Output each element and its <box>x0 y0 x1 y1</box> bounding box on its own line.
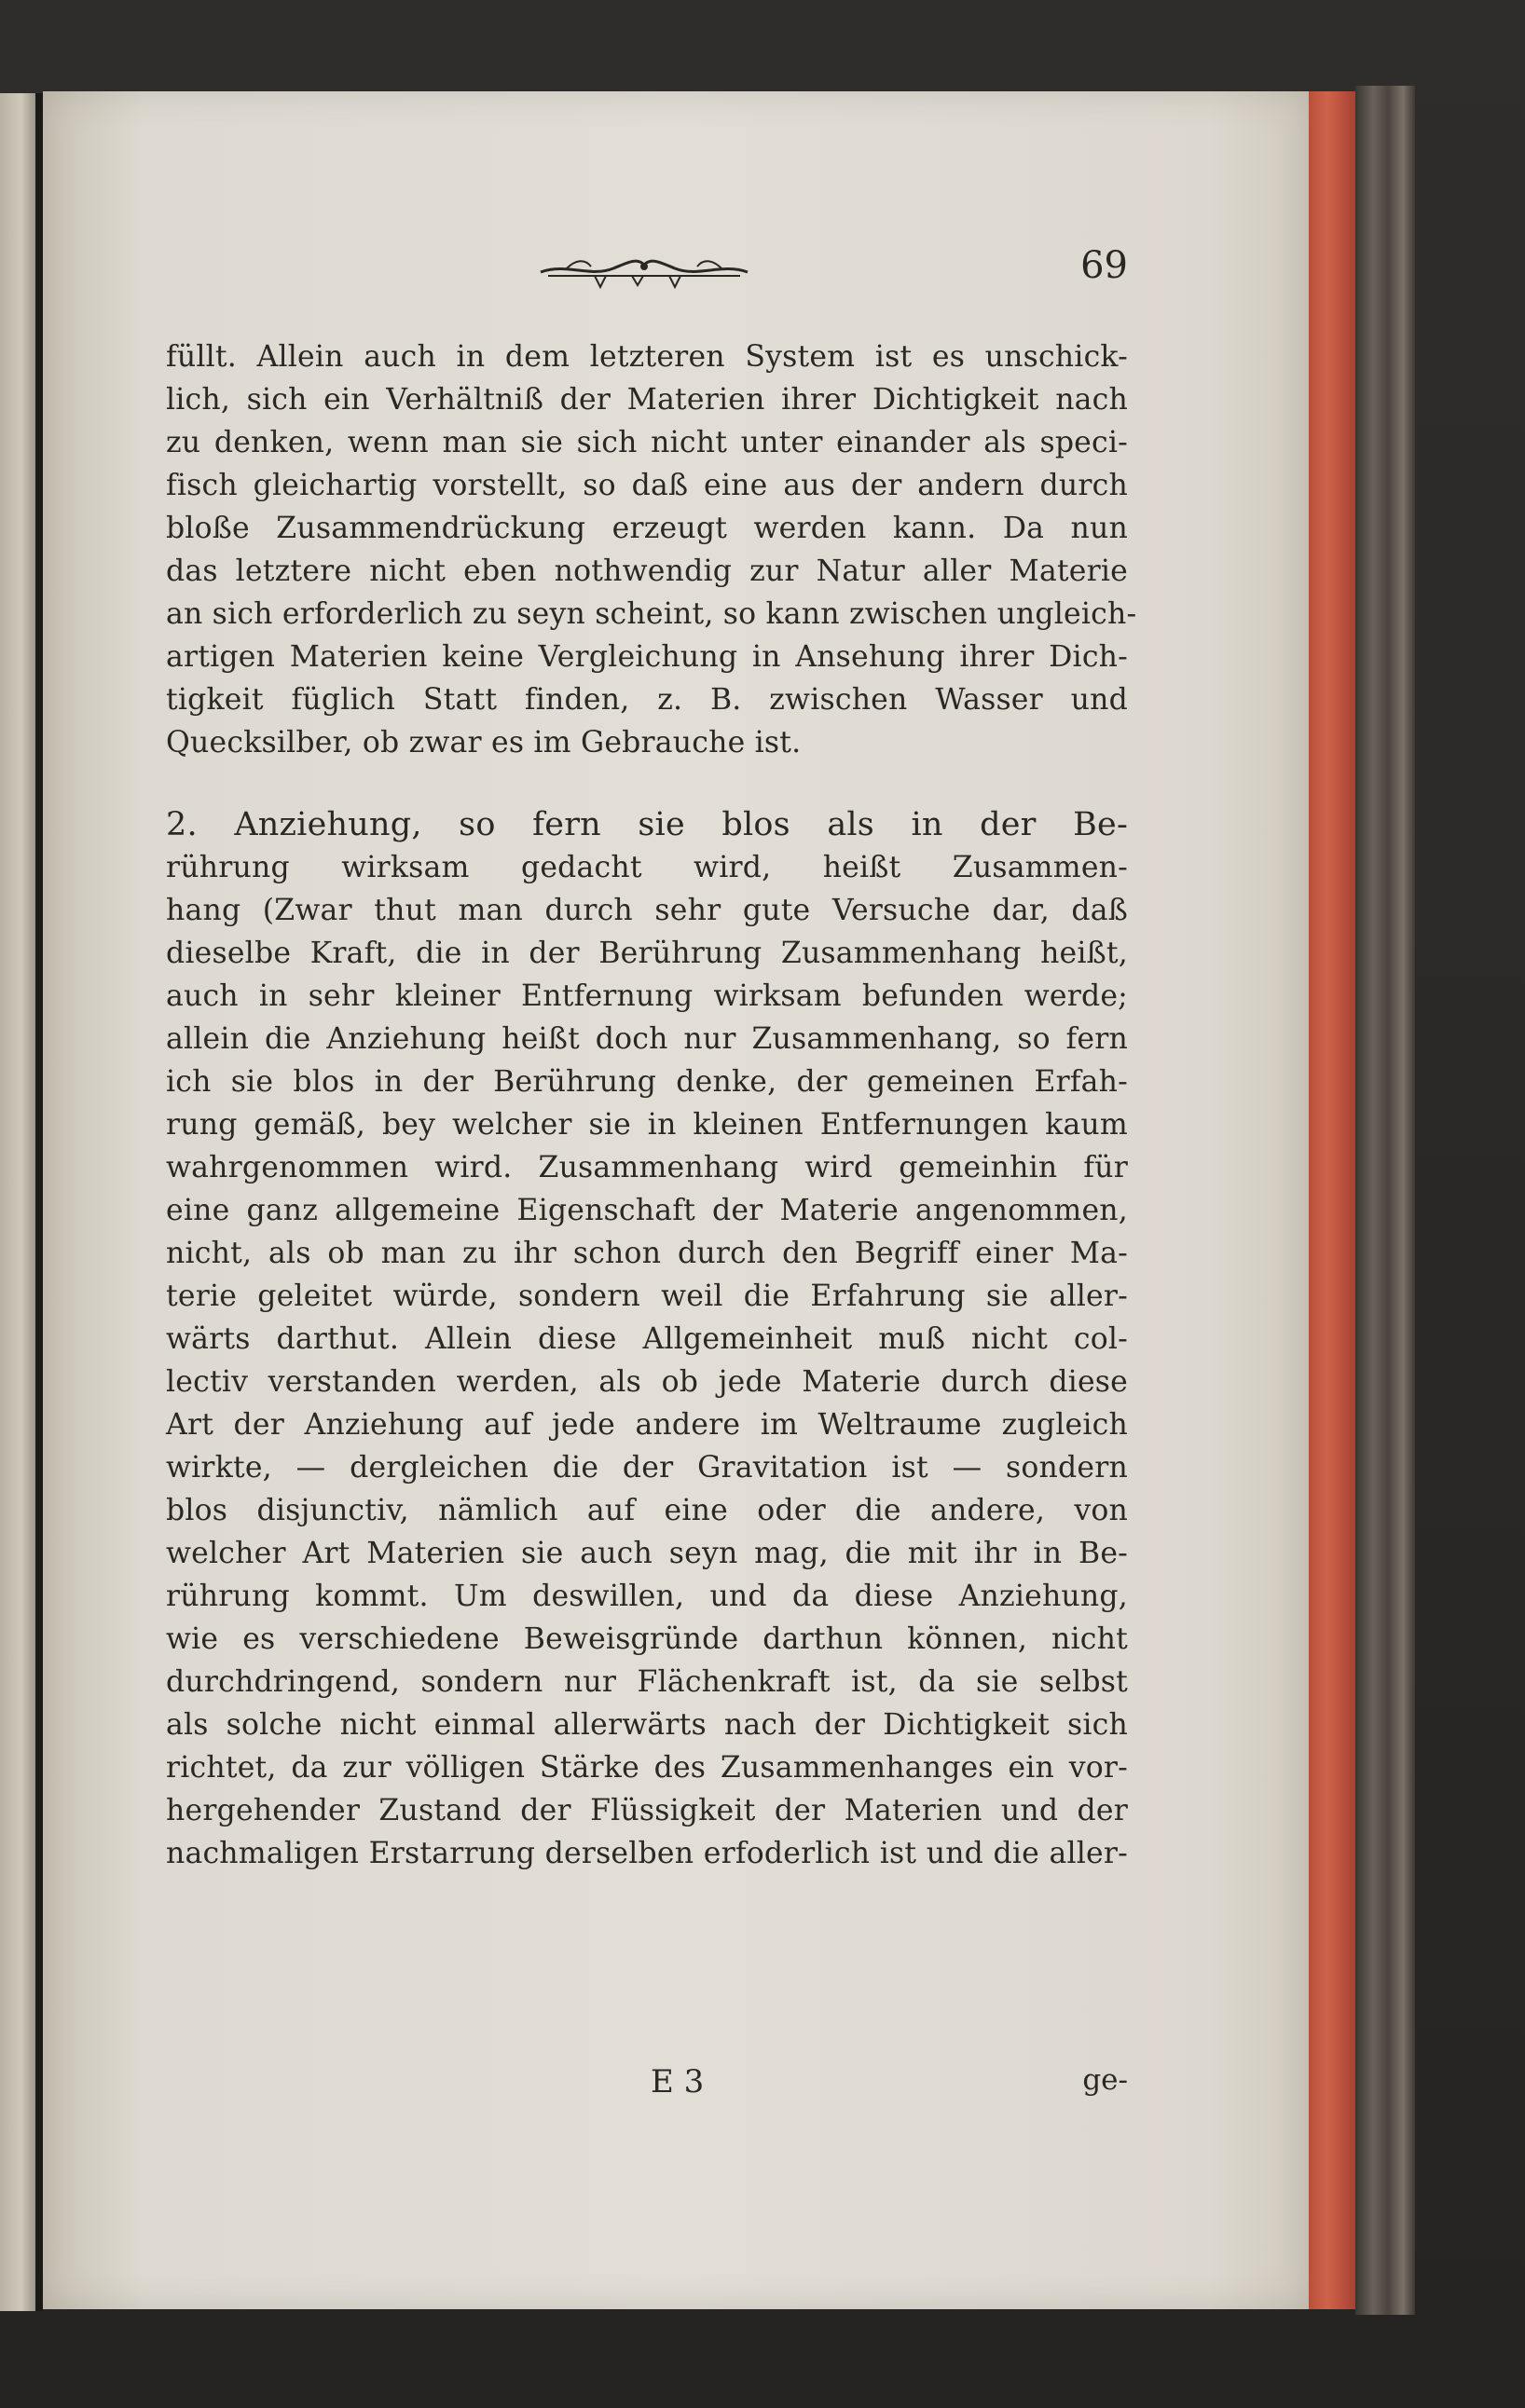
text-line: welcher Art Materien sie auch seyn mag, die mit ihr in Be- <box>166 1537 1128 1570</box>
text-line: rung gemäß, bey welcher sie in kleinen Entfernungen kaum <box>166 1108 1128 1142</box>
text-line: Art der Anziehung auf jede andere im Weltraume zugleich <box>166 1408 1128 1442</box>
text-line: allein die Anziehung heißt doch nur Zusammenhang, so fern <box>166 1022 1128 1056</box>
signature-mark: E 3 <box>651 2063 705 2100</box>
text-line: terie geleitet würde, sondern weil die Erfahrung sie aller- <box>166 1279 1128 1313</box>
text-line: als solche nicht einmal allerwärts nach der Dichtigkeit sich <box>166 1708 1128 1742</box>
paragraph-2 <box>166 803 1128 1875</box>
text-line: nachmaligen Erstarrung derselben erfoderlich ist und die aller- <box>166 1837 1128 1870</box>
text-line: 2. Anziehung, so fern sie blos als in der Be- <box>166 806 1128 843</box>
text-line: rührung wirksam gedacht wird, heißt Zusammen- <box>166 851 1128 884</box>
text-line: das letztere nicht eben nothwendig zur Natur aller Materie <box>166 554 1128 588</box>
page-footer <box>166 2063 1128 2110</box>
page-number: 69 <box>1080 244 1128 287</box>
paragraph-1 <box>166 335 1137 764</box>
page-header <box>166 244 1128 300</box>
text-line: lectiv verstanden werden, als ob jede Materie durch diese <box>166 1365 1128 1399</box>
text-line: durchdringend, sondern nur Flächenkraft ist, da sie selbst <box>166 1665 1128 1699</box>
text-line: nicht, als ob man zu ihr schon durch den Begriff einer Ma- <box>166 1237 1128 1270</box>
text-line: wie es verschiedene Beweisgründe darthun können, nicht <box>166 1622 1128 1656</box>
text-line: wärts darthut. Allein diese Allgemeinheit muß nicht col- <box>166 1322 1128 1356</box>
binding-gutter <box>35 93 43 2311</box>
text-line: zu denken, wenn man sie sich nicht unter einander als speci- <box>166 426 1128 459</box>
body-text <box>166 335 1137 1875</box>
text-line: richtet, da zur völligen Stärke des Zusammenhanges ein vor- <box>166 1751 1128 1785</box>
facing-page-edge <box>0 93 35 2311</box>
text-line: hergehender Zustand der Flüssigkeit der Materien und der <box>166 1794 1128 1827</box>
text-line: auch in sehr kleiner Entfernung wirksam befunden werde; <box>166 979 1128 1013</box>
text-line: ich sie blos in der Berührung denke, der gemeinen Erfah- <box>166 1065 1128 1099</box>
text-line: an sich erforderlich zu seyn scheint, so kann zwischen ungleich- <box>166 597 1137 631</box>
paragraph-spacer <box>166 764 1128 803</box>
text-line: hang (Zwar thut man durch sehr gute Versuche dar, daß <box>166 894 1128 927</box>
text-line: dieselbe Kraft, die in der Berührung Zusammenhang heißt, <box>166 937 1128 970</box>
text-line: artigen Materien keine Vergleichung in Ansehung ihrer Dich- <box>166 640 1128 674</box>
text-line: eine ganz allgemeine Eigenschaft der Materie angenommen, <box>166 1194 1128 1227</box>
text-line: lich, sich ein Verhältniß der Materien ihrer Dichtigkeit nach <box>166 383 1128 417</box>
text-line: wahrgenommen wird. Zusammenhang wird gemeinhin für <box>166 1151 1128 1184</box>
text-line: Quecksilber, ob zwar es im Gebrauche ist. <box>166 726 802 759</box>
text-line: blos disjunctiv, nämlich auf eine oder die andere, von <box>166 1494 1128 1527</box>
header-ornament-icon <box>539 250 749 291</box>
text-line: fisch gleichartig vorstellt, so daß eine aus der andern durch <box>166 469 1128 502</box>
text-line: rührung kommt. Um deswillen, und da diese Anziehung, <box>166 1580 1128 1613</box>
text-line: bloße Zusammendrückung erzeugt werden kann. Da nun <box>166 512 1128 545</box>
text-line: wirkte, — dergleichen die der Gravitation ist — sondern <box>166 1451 1128 1484</box>
book-cover-edge <box>1355 86 1415 2315</box>
catchword: ge- <box>1082 2063 1128 2097</box>
text-line: tigkeit füglich Statt finden, z. B. zwischen Wasser und <box>166 683 1128 717</box>
red-page-edges <box>1309 91 1355 2309</box>
text-line: füllt. Allein auch in dem letzteren System ist es unschick- <box>166 340 1128 374</box>
